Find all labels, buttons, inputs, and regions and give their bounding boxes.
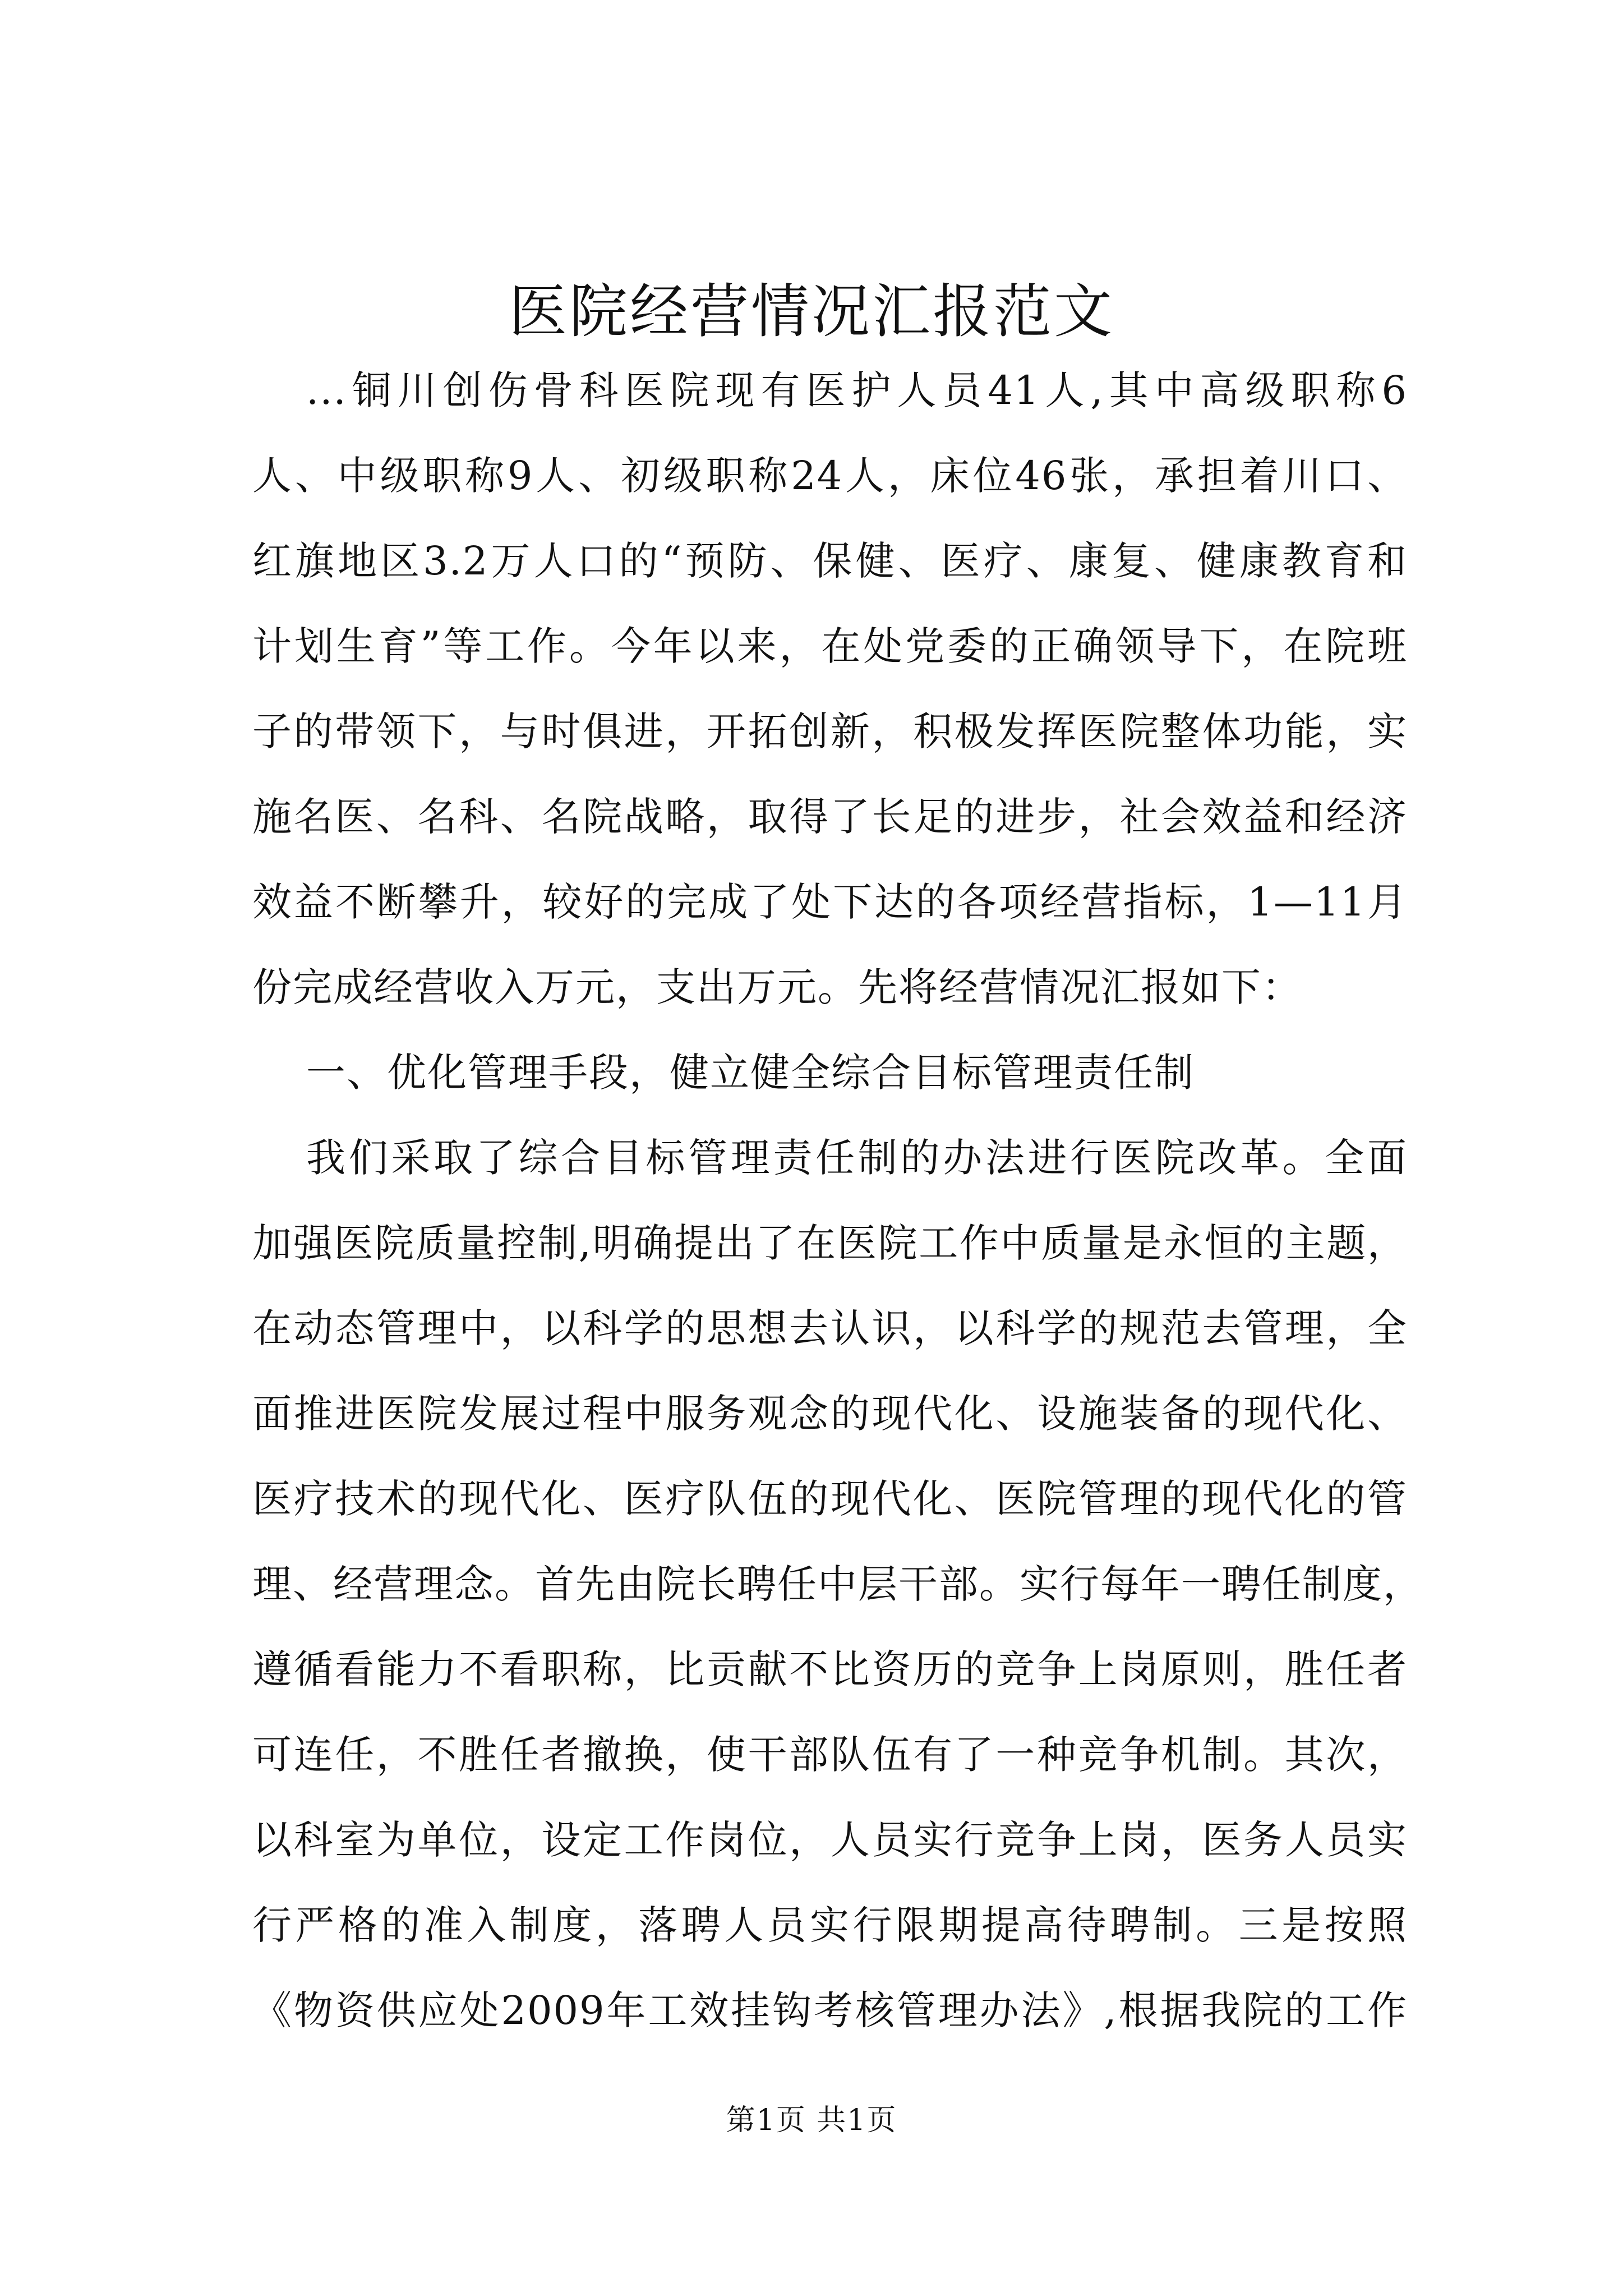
document-body [252, 348, 1423, 2053]
paragraph-line: 以科室为单位，设定工作岗位，人员实行竞争上岗，医务人员实 [252, 1817, 1408, 1863]
page-footer: 第1页 共1页 [726, 2104, 897, 2137]
paragraph-line: 子的带领下，与时俱进，开拓创新，积极发挥医院整体功能，实 [252, 708, 1408, 754]
paragraph-line: 我们采取了综合目标管理责任制的办法进行医院改革。全面 [306, 1135, 1408, 1181]
paragraph-line: 医疗技术的现代化、医疗队伍的现代化、医院管理的现代化的管 [252, 1476, 1408, 1522]
paragraph-line: 人、中级职称9人、初级职称24人，床位46张，承担着川口、 [252, 453, 1408, 499]
document-title: 医院经营情况汇报范文 [508, 277, 1114, 346]
section-heading: 一、优化管理手段，健立健全综合目标管理责任制 [306, 1050, 1195, 1096]
paragraph-line: 加强医院质量控制,明确提出了在医院工作中质量是永恒的主题， [252, 1220, 1408, 1266]
paragraph-line: 在动态管理中，以科学的思想去认识，以科学的规范去管理，全 [252, 1305, 1408, 1351]
paragraph-line: 份完成经营收入万元，支出万元。先将经营情况汇报如下： [252, 964, 1302, 1010]
paragraph-line: 计划生育”等工作。今年以来，在处党委的正确领导下，在院班 [252, 623, 1408, 669]
paragraph-line: 施名医、名科、名院战略，取得了长足的进步，社会效益和经济 [252, 794, 1408, 840]
paragraph-line: 理、经营理念。首先由院长聘任中层干部。实行每年一聘任制度， [252, 1561, 1423, 1607]
paragraph-line: 《物资供应处2009年工效挂钩考核管理办法》,根据我院的工作 [252, 1987, 1408, 2033]
paragraph-line: 遵循看能力不看职称，比贡献不比资历的竞争上岗原则，胜任者 [252, 1646, 1408, 1692]
paragraph-line: 面推进医院发展过程中服务观念的现代化、设施装备的现代化、 [252, 1391, 1408, 1437]
paragraph-line: 可连任，不胜任者撤换，使干部队伍有了一种竞争机制。其次， [252, 1732, 1408, 1778]
paragraph-line: 红旗地区3.2万人口的“预防、保健、医疗、康复、健康教育和 [252, 538, 1408, 584]
paragraph-line: 效益不断攀升，较好的完成了处下达的各项经营指标，1—11月 [252, 879, 1408, 925]
paragraph-line: 行严格的准入制度，落聘人员实行限期提高待聘制。三是按照 [252, 1902, 1408, 1948]
paragraph-line: ...铜川创伤骨科医院现有医护人员41人,其中高级职称6 [306, 367, 1408, 413]
